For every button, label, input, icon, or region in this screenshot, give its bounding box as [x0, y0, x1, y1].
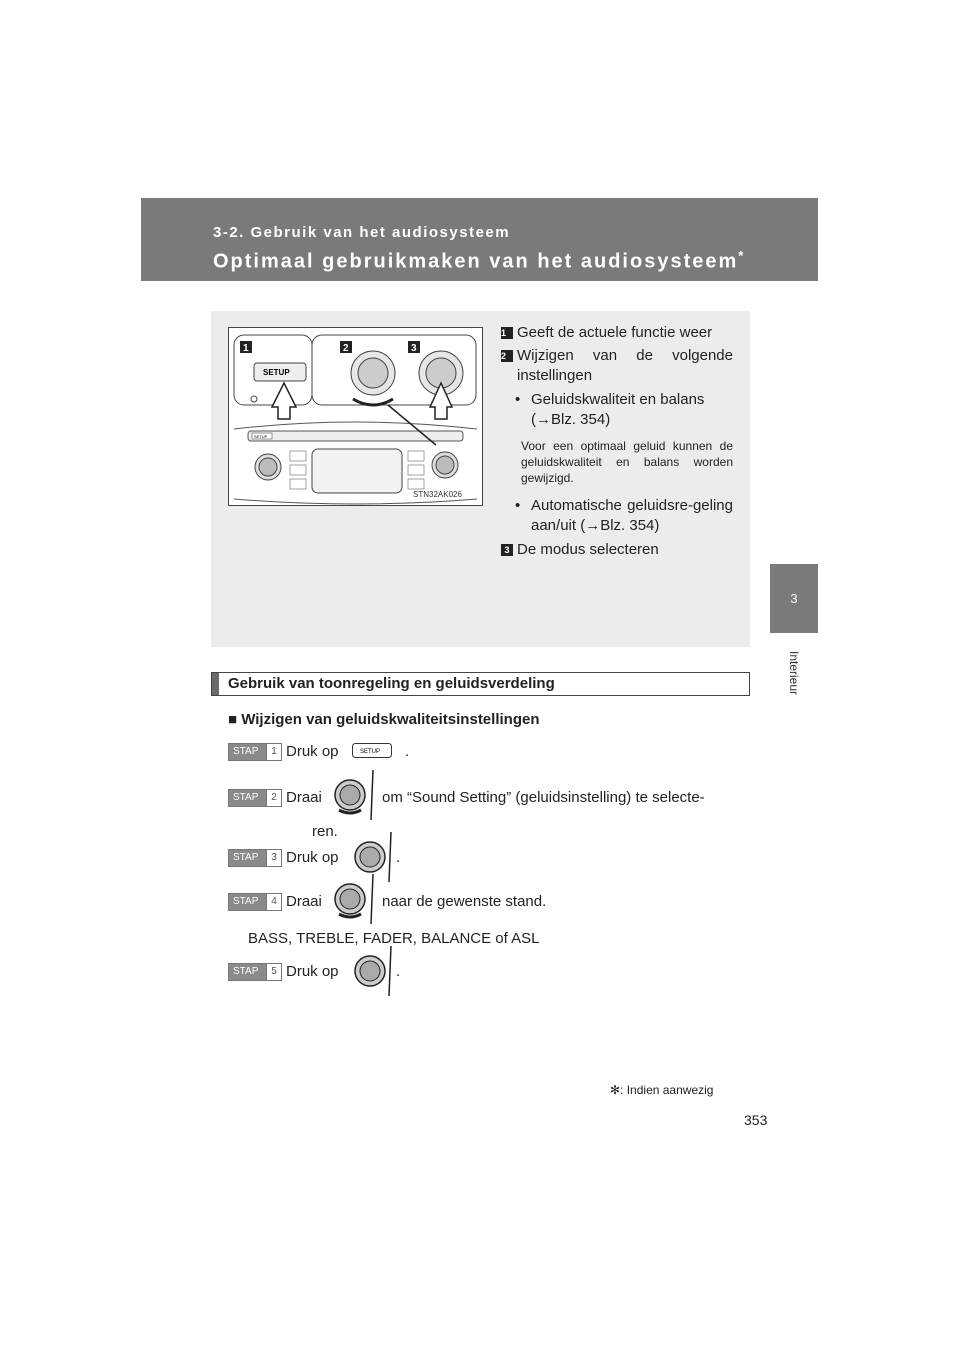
- diagram-label-2: 2: [343, 343, 349, 354]
- step-5-word: STAP: [233, 966, 259, 978]
- footnote: ✻: Indien aanwezig: [610, 1083, 714, 1097]
- step-5-text-b: .: [396, 963, 401, 980]
- bullet-2: [501, 496, 733, 536]
- callout-1-number: 1: [501, 327, 513, 339]
- callout-list: [501, 323, 733, 563]
- bullet-1-note: Voor een optimaal geluid kunnen de geluidskwaliteit en balans worden gewijzigd.: [521, 439, 733, 485]
- setup-icon-text: SETUP: [360, 749, 381, 755]
- section-heading-text: Gebruik van toonregeling en geluidsverdeling: [228, 675, 555, 692]
- callout-3-number: 3: [501, 544, 513, 556]
- step-2-text-b: om “Sound Setting” (geluidsinstelling) te selecte-: [382, 789, 705, 806]
- chapter-label-box: [770, 633, 818, 713]
- diagram-label-3: 3: [411, 343, 417, 354]
- bullet-1-dot: •: [515, 391, 521, 408]
- step-5: [228, 963, 282, 981]
- step-2-number: 2: [266, 790, 281, 806]
- step-4-options: BASS, TREBLE, FADER, BALANCE of ASL: [248, 930, 540, 947]
- step-4-text-a: Draai: [286, 893, 322, 910]
- bullet-1-text: Geluidskwaliteit en balans (→Blz. 354): [531, 391, 705, 428]
- section-heading: [211, 672, 750, 696]
- callout-3-text: De modus selecteren: [517, 541, 659, 558]
- bullet-2-dot: •: [515, 497, 521, 514]
- step-1-text-b: .: [405, 743, 410, 760]
- setup-button-text: SETUP: [263, 368, 290, 377]
- step-3-text-a: Druk op: [286, 849, 339, 866]
- step-5-text-a: Druk op: [286, 963, 339, 980]
- callout-2-text: Wijzigen van de volgende instellingen: [517, 347, 733, 384]
- subsection-heading: ■ Wijzigen van geluidskwaliteitsinstellingen: [228, 711, 540, 728]
- info-box: [211, 311, 750, 647]
- bullet-2-text: Automatische geluidsre-geling aan/uit (→Blz. 354): [531, 497, 733, 534]
- step-1: [228, 743, 282, 761]
- page-title-text: Optimaal gebruikmaken van het audiosysteem: [213, 250, 739, 273]
- title-asterisk: *: [738, 248, 746, 263]
- callout-1: [501, 323, 733, 343]
- step-4-word: STAP: [233, 896, 259, 908]
- section-heading-bar: [212, 673, 219, 695]
- step-1-word: STAP: [233, 746, 259, 758]
- step-4-badge: [228, 893, 282, 911]
- step-5-badge: [228, 963, 282, 981]
- step-2-word: STAP: [233, 792, 259, 804]
- callout-3: [501, 540, 733, 560]
- page-number: 353: [744, 1112, 768, 1128]
- callout-2-number: 2: [501, 350, 513, 362]
- chapter-label: Interieur: [787, 650, 801, 696]
- chapter-number: 3: [790, 591, 798, 606]
- page-title: [213, 248, 745, 274]
- bullet-1: [501, 390, 733, 430]
- step-3-text-b: .: [396, 849, 401, 866]
- step-4-number: 4: [266, 894, 281, 910]
- tune-knob-icon-2: [330, 874, 388, 924]
- step-3-word: STAP: [233, 852, 259, 864]
- step-2-text-a: Draai: [286, 789, 322, 806]
- audio-unit-diagram: [228, 327, 483, 506]
- setup-button-icon: [352, 743, 392, 758]
- page-header: [141, 198, 818, 281]
- step-3-badge: [228, 849, 282, 867]
- section-label: 3-2. Gebruik van het audiosysteem: [213, 224, 511, 241]
- step-4: [228, 893, 282, 911]
- step-2: [228, 789, 282, 807]
- step-1-text-a: Druk op: [286, 743, 339, 760]
- callout-1-text: Geeft de actuele functie weer: [517, 324, 713, 341]
- step-1-badge: [228, 743, 282, 761]
- step-3: [228, 849, 282, 867]
- mini-setup-text: SETUP: [254, 434, 268, 439]
- diagram-code: STN32AK026: [413, 490, 462, 499]
- step-2-badge: [228, 789, 282, 807]
- step-4-text-b: naar de gewenste stand.: [382, 893, 547, 910]
- chapter-tab: [770, 564, 818, 633]
- step-3-number: 3: [266, 850, 281, 866]
- diagram-label-1: 1: [243, 343, 249, 354]
- callout-2: [501, 346, 733, 386]
- step-1-number: 1: [266, 744, 281, 760]
- step-5-number: 5: [266, 964, 281, 980]
- tune-knob-icon: [330, 770, 388, 820]
- step-2-text-c: ren.: [312, 823, 338, 840]
